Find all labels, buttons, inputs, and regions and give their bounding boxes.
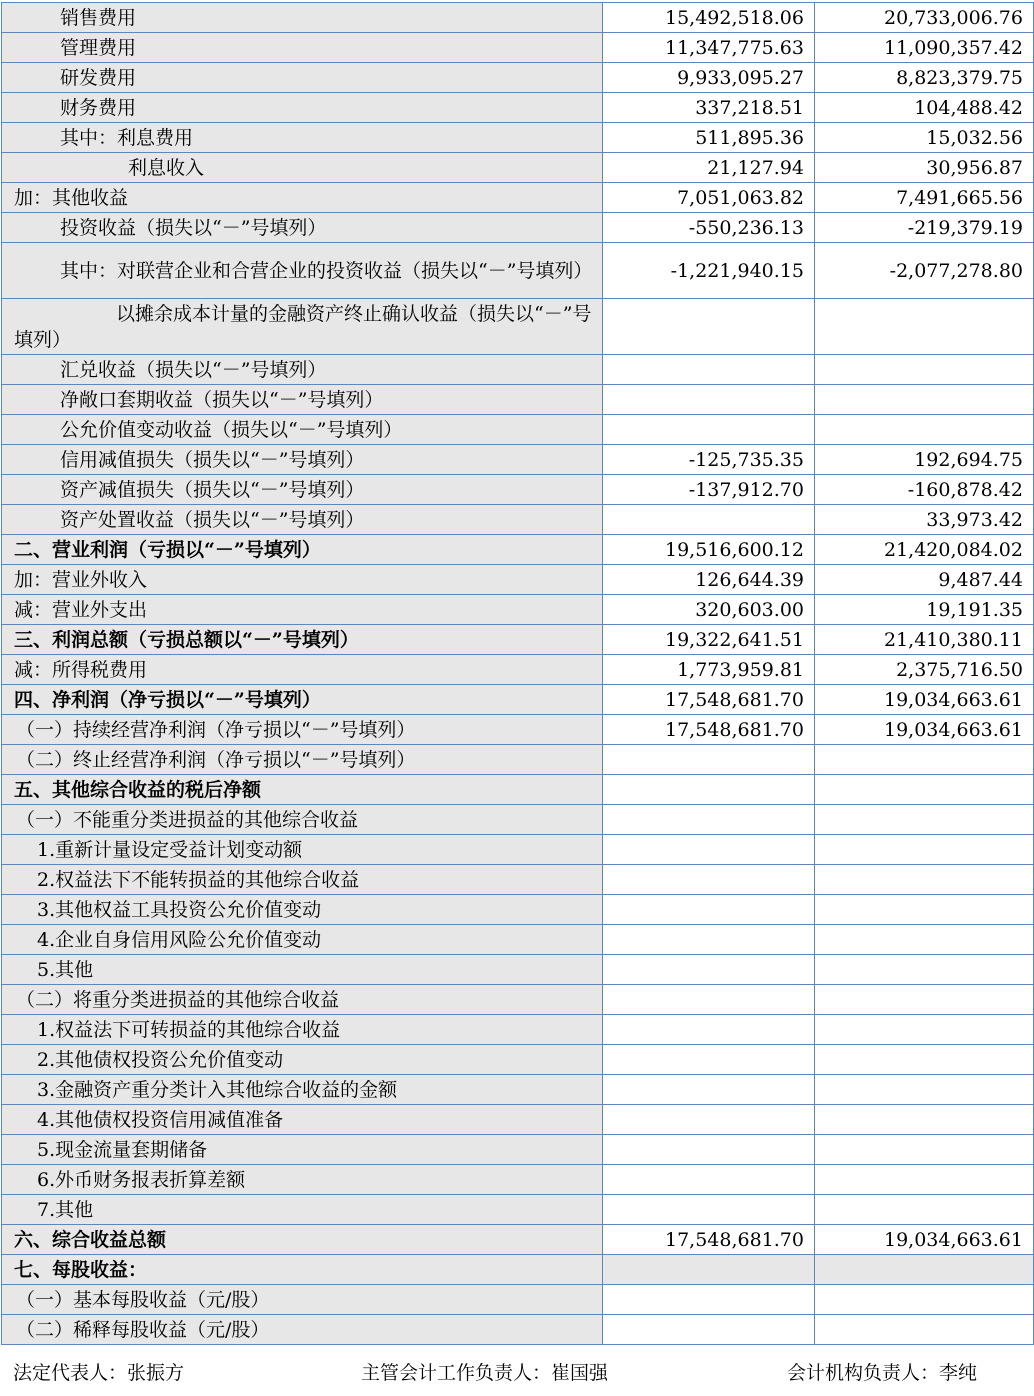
current-period-value bbox=[603, 299, 815, 355]
current-period-value: 17,548,681.70 bbox=[603, 685, 815, 715]
table-row bbox=[2, 183, 1034, 213]
current-period-value bbox=[603, 1285, 815, 1315]
row-label: 其中：对联营企业和合营企业的投资收益（损失以“－”号填列） bbox=[2, 243, 603, 299]
prior-period-value: 30,956.87 bbox=[815, 153, 1034, 183]
prior-period-value: 104,488.42 bbox=[815, 93, 1034, 123]
current-period-value: 17,548,681.70 bbox=[603, 715, 815, 745]
prior-period-value: 15,032.56 bbox=[815, 123, 1034, 153]
table-row bbox=[2, 1255, 1034, 1285]
table-row bbox=[2, 745, 1034, 775]
row-label: 管理费用 bbox=[2, 33, 603, 63]
prior-period-value bbox=[815, 745, 1034, 775]
table-row bbox=[2, 123, 1034, 153]
row-label: 信用减值损失（损失以“－”号填列） bbox=[2, 445, 603, 475]
row-label: 2.其他债权投资公允价值变动 bbox=[2, 1045, 603, 1075]
prior-period-value: 9,487.44 bbox=[815, 565, 1034, 595]
table-row bbox=[2, 475, 1034, 505]
table-row bbox=[2, 1225, 1034, 1255]
table-row bbox=[2, 1015, 1034, 1045]
table-row bbox=[2, 685, 1034, 715]
current-period-value: 19,322,641.51 bbox=[603, 625, 815, 655]
prior-period-value: 8,823,379.75 bbox=[815, 63, 1034, 93]
table-row bbox=[2, 505, 1034, 535]
current-period-value bbox=[603, 955, 815, 985]
prior-period-value: -160,878.42 bbox=[815, 475, 1034, 505]
row-label: 研发费用 bbox=[2, 63, 603, 93]
current-period-value bbox=[603, 1195, 815, 1225]
current-period-value bbox=[603, 1315, 815, 1345]
current-period-value: 21,127.94 bbox=[603, 153, 815, 183]
current-period-value bbox=[603, 805, 815, 835]
current-period-value bbox=[603, 1075, 815, 1105]
prior-period-value: 21,410,380.11 bbox=[815, 625, 1034, 655]
row-label: （一）持续经营净利润（净亏损以“－”号填列） bbox=[2, 715, 603, 745]
prior-period-value bbox=[815, 1195, 1034, 1225]
table-row bbox=[2, 243, 1034, 299]
accounting-org-head: 会计机构负责人：李纯 bbox=[787, 1362, 978, 1384]
table-row bbox=[2, 415, 1034, 445]
current-period-value bbox=[603, 775, 815, 805]
current-period-value bbox=[603, 925, 815, 955]
row-label: 销售费用 bbox=[2, 3, 603, 33]
row-label: 3.其他权益工具投资公允价值变动 bbox=[2, 895, 603, 925]
table-row bbox=[2, 3, 1034, 33]
prior-period-value bbox=[815, 985, 1034, 1015]
table-row bbox=[2, 153, 1034, 183]
table-row bbox=[2, 895, 1034, 925]
current-period-value: 19,516,600.12 bbox=[603, 535, 815, 565]
prior-period-value bbox=[815, 895, 1034, 925]
current-period-value: 511,895.36 bbox=[603, 123, 815, 153]
accounting-work-head: 主管会计工作负责人：崔国强 bbox=[361, 1362, 609, 1384]
current-period-value bbox=[603, 385, 815, 415]
row-label: 5.其他 bbox=[2, 955, 603, 985]
table-row bbox=[2, 955, 1034, 985]
prior-period-value: 192,694.75 bbox=[815, 445, 1034, 475]
row-label: 资产处置收益（损失以“－”号填列） bbox=[2, 505, 603, 535]
row-label: 资产减值损失（损失以“－”号填列） bbox=[2, 475, 603, 505]
row-label: （一）不能重分类进损益的其他综合收益 bbox=[2, 805, 603, 835]
table-row bbox=[2, 985, 1034, 1015]
prior-period-value bbox=[815, 955, 1034, 985]
table-row bbox=[2, 835, 1034, 865]
table-row bbox=[2, 1165, 1034, 1195]
row-label: 六、综合收益总额 bbox=[2, 1225, 603, 1255]
current-period-value bbox=[603, 745, 815, 775]
current-period-value bbox=[603, 985, 815, 1015]
prior-period-value bbox=[815, 925, 1034, 955]
row-label: 4.其他债权投资信用减值准备 bbox=[2, 1105, 603, 1135]
prior-period-value bbox=[815, 355, 1034, 385]
prior-period-value: 7,491,665.56 bbox=[815, 183, 1034, 213]
table-row bbox=[2, 535, 1034, 565]
row-label: （一）基本每股收益（元/股） bbox=[2, 1285, 603, 1315]
prior-period-value: 19,034,663.61 bbox=[815, 1225, 1034, 1255]
row-label: 利息收入 bbox=[2, 153, 603, 183]
row-label: 以摊余成本计量的金融资产终止确认收益（损失以“－”号填列） bbox=[2, 299, 603, 355]
prior-period-value bbox=[815, 1315, 1034, 1345]
prior-period-value: 33,973.42 bbox=[815, 505, 1034, 535]
row-label: （二）稀释每股收益（元/股） bbox=[2, 1315, 603, 1345]
table-row bbox=[2, 805, 1034, 835]
row-label: 公允价值变动收益（损失以“－”号填列） bbox=[2, 415, 603, 445]
current-period-value bbox=[603, 1105, 815, 1135]
row-label: 2.权益法下不能转损益的其他综合收益 bbox=[2, 865, 603, 895]
prior-period-value bbox=[815, 1075, 1034, 1105]
prior-period-value: 19,191.35 bbox=[815, 595, 1034, 625]
prior-period-value bbox=[815, 1045, 1034, 1075]
prior-period-value bbox=[815, 835, 1034, 865]
current-period-value bbox=[603, 1045, 815, 1075]
table-row bbox=[2, 445, 1034, 475]
table-row bbox=[2, 355, 1034, 385]
row-label: 五、其他综合收益的税后净额 bbox=[2, 775, 603, 805]
current-period-value bbox=[603, 505, 815, 535]
current-period-value bbox=[603, 865, 815, 895]
prior-period-value bbox=[815, 1015, 1034, 1045]
current-period-value: 9,933,095.27 bbox=[603, 63, 815, 93]
prior-period-value: 2,375,716.50 bbox=[815, 655, 1034, 685]
income-statement-body bbox=[2, 3, 1034, 1345]
table-row bbox=[2, 63, 1034, 93]
prior-period-value bbox=[815, 415, 1034, 445]
row-label: 其中：利息费用 bbox=[2, 123, 603, 153]
table-row bbox=[2, 715, 1034, 745]
row-label: 七、每股收益： bbox=[2, 1255, 603, 1285]
prior-period-value: 20,733,006.76 bbox=[815, 3, 1034, 33]
current-period-value: 337,218.51 bbox=[603, 93, 815, 123]
current-period-value bbox=[603, 415, 815, 445]
row-label: 加：营业外收入 bbox=[2, 565, 603, 595]
prior-period-value bbox=[815, 1105, 1034, 1135]
row-label: 三、利润总额（亏损总额以“－”号填列） bbox=[2, 625, 603, 655]
current-period-value bbox=[603, 835, 815, 865]
prior-period-value bbox=[815, 1255, 1034, 1285]
prior-period-value bbox=[815, 1135, 1034, 1165]
prior-period-value: 19,034,663.61 bbox=[815, 685, 1034, 715]
prior-period-value: 21,420,084.02 bbox=[815, 535, 1034, 565]
row-label: 1.重新计量设定受益计划变动额 bbox=[2, 835, 603, 865]
row-label: 减：所得税费用 bbox=[2, 655, 603, 685]
row-label: 6.外币财务报表折算差额 bbox=[2, 1165, 603, 1195]
table-row bbox=[2, 33, 1034, 63]
current-period-value: 1,773,959.81 bbox=[603, 655, 815, 685]
current-period-value: -1,221,940.15 bbox=[603, 243, 815, 299]
prior-period-value bbox=[815, 775, 1034, 805]
signature-footer bbox=[0, 1358, 1034, 1390]
table-row bbox=[2, 1195, 1034, 1225]
table-row bbox=[2, 1075, 1034, 1105]
row-label: 减：营业外支出 bbox=[2, 595, 603, 625]
table-row bbox=[2, 1285, 1034, 1315]
row-label: （二）将重分类进损益的其他综合收益 bbox=[2, 985, 603, 1015]
table-row bbox=[2, 1135, 1034, 1165]
current-period-value: 126,644.39 bbox=[603, 565, 815, 595]
row-label: 汇兑收益（损失以“－”号填列） bbox=[2, 355, 603, 385]
current-period-value bbox=[603, 1255, 815, 1285]
current-period-value bbox=[603, 1165, 815, 1195]
prior-period-value: -219,379.19 bbox=[815, 213, 1034, 243]
current-period-value: 17,548,681.70 bbox=[603, 1225, 815, 1255]
table-row bbox=[2, 925, 1034, 955]
row-label: 5.现金流量套期储备 bbox=[2, 1135, 603, 1165]
table-row bbox=[2, 1315, 1034, 1345]
row-label: 1.权益法下可转损益的其他综合收益 bbox=[2, 1015, 603, 1045]
current-period-value: 320,603.00 bbox=[603, 595, 815, 625]
income-statement-table bbox=[1, 2, 1034, 1345]
prior-period-value bbox=[815, 1165, 1034, 1195]
prior-period-value bbox=[815, 299, 1034, 355]
row-label: 3.金融资产重分类计入其他综合收益的金额 bbox=[2, 1075, 603, 1105]
row-label: 二、营业利润（亏损以“－”号填列） bbox=[2, 535, 603, 565]
current-period-value: 7,051,063.82 bbox=[603, 183, 815, 213]
row-label: 财务费用 bbox=[2, 93, 603, 123]
table-row bbox=[2, 213, 1034, 243]
current-period-value: -550,236.13 bbox=[603, 213, 815, 243]
current-period-value bbox=[603, 1015, 815, 1045]
table-row bbox=[2, 93, 1034, 123]
prior-period-value bbox=[815, 865, 1034, 895]
current-period-value: -125,735.35 bbox=[603, 445, 815, 475]
row-label: 4.企业自身信用风险公允价值变动 bbox=[2, 925, 603, 955]
current-period-value: 11,347,775.63 bbox=[603, 33, 815, 63]
table-row bbox=[2, 299, 1034, 355]
table-row bbox=[2, 595, 1034, 625]
row-label: 7.其他 bbox=[2, 1195, 603, 1225]
prior-period-value: -2,077,278.80 bbox=[815, 243, 1034, 299]
current-period-value bbox=[603, 895, 815, 925]
row-label: 加：其他收益 bbox=[2, 183, 603, 213]
prior-period-value: 11,090,357.42 bbox=[815, 33, 1034, 63]
current-period-value: -137,912.70 bbox=[603, 475, 815, 505]
row-label: 四、净利润（净亏损以“－”号填列） bbox=[2, 685, 603, 715]
table-row bbox=[2, 385, 1034, 415]
current-period-value: 15,492,518.06 bbox=[603, 3, 815, 33]
current-period-value bbox=[603, 1135, 815, 1165]
table-row bbox=[2, 1045, 1034, 1075]
prior-period-value bbox=[815, 1285, 1034, 1315]
table-row bbox=[2, 625, 1034, 655]
row-label: 净敞口套期收益（损失以“－”号填列） bbox=[2, 385, 603, 415]
table-row bbox=[2, 565, 1034, 595]
current-period-value bbox=[603, 355, 815, 385]
legal-representative: 法定代表人：张振方 bbox=[13, 1362, 185, 1384]
table-row bbox=[2, 655, 1034, 685]
row-label: 投资收益（损失以“－”号填列） bbox=[2, 213, 603, 243]
prior-period-value bbox=[815, 385, 1034, 415]
table-row bbox=[2, 1105, 1034, 1135]
table-row bbox=[2, 775, 1034, 805]
prior-period-value bbox=[815, 805, 1034, 835]
prior-period-value: 19,034,663.61 bbox=[815, 715, 1034, 745]
table-row bbox=[2, 865, 1034, 895]
row-label: （二）终止经营净利润（净亏损以“－”号填列） bbox=[2, 745, 603, 775]
